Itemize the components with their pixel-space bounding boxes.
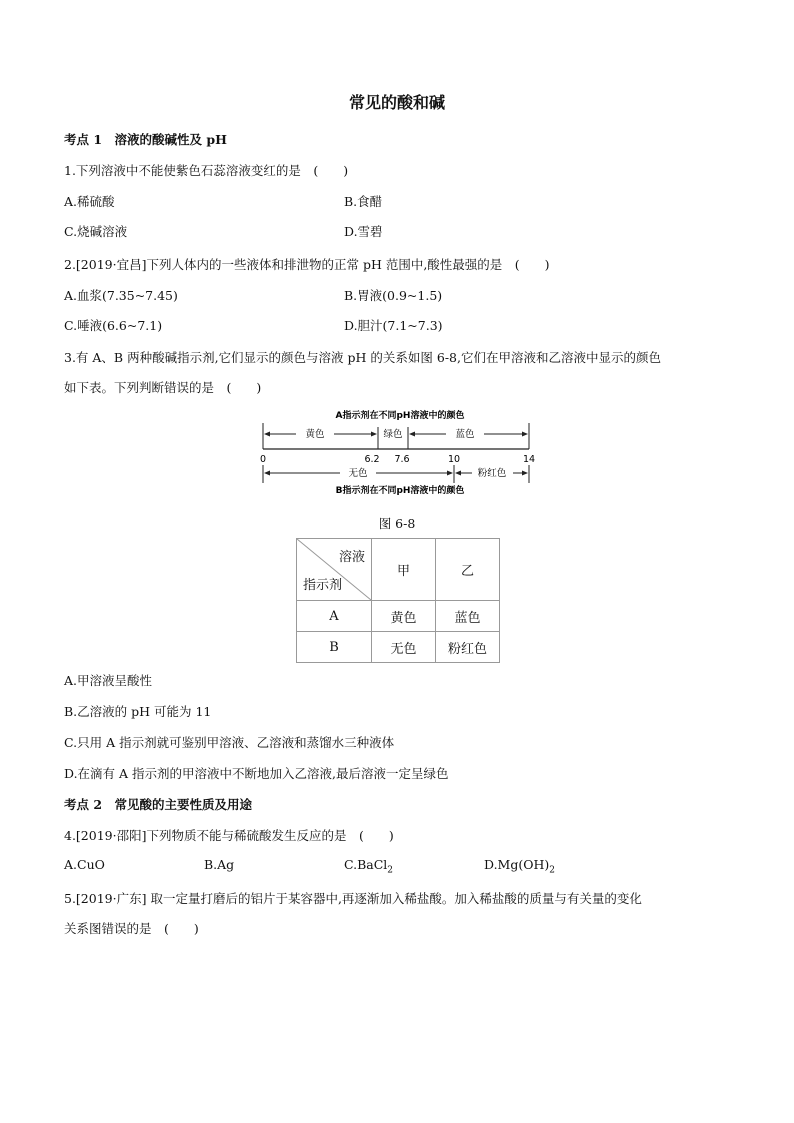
table-cell: 无色: [372, 632, 436, 663]
arrowhead-icon: [455, 471, 461, 476]
table-head-yi: 乙: [436, 539, 500, 601]
figure-label: 图 6-8: [378, 516, 416, 531]
b-colorless-label: 无色: [348, 468, 368, 479]
q3-option-c: C.只用 A 指示剂就可鉴别甲溶液、乙溶液和蒸馏水三种液体: [64, 735, 395, 750]
q4-option-d-text: D.Mg(OH): [484, 857, 550, 872]
figure-bottom-caption: B指示剂在不同pH溶液中的颜色: [335, 486, 465, 496]
a-green-label: 绿色: [383, 429, 403, 440]
table-row: [297, 601, 500, 632]
section-heading-2: 考点 2 常见酸的主要性质及用途: [64, 797, 253, 812]
table-cell: 粉红色: [436, 632, 500, 663]
question-4: 4.[2019·邵阳]下列物质不能与稀硫酸发生反应的是 ( ): [64, 828, 394, 843]
indicator-table: [296, 538, 500, 663]
q2-option-d: D.胆汁(7.1~7.3): [344, 318, 443, 333]
table-cell: 蓝色: [436, 601, 500, 632]
ph-indicator-diagram: [250, 405, 550, 500]
q1-option-d: D.雪碧: [344, 224, 383, 239]
ph-tick-7-6: 7.6: [394, 454, 410, 465]
q4-option-b: B.Ag: [204, 857, 235, 872]
q3-option-d: D.在滴有 A 指示剂的甲溶液中不断地加入乙溶液,最后溶液一定呈绿色: [64, 766, 449, 781]
table-head-jia: 甲: [372, 539, 436, 601]
q4-option-c: [344, 857, 393, 876]
table-corner-cell: [297, 539, 372, 601]
ph-tick-0: 0: [259, 454, 267, 465]
question-1: 1.下列溶液中不能使紫色石蕊溶液变红的是 ( ): [64, 163, 349, 178]
q4-option-c-text: C.BaCl: [344, 857, 388, 872]
b-pink-label: 粉红色: [477, 468, 507, 479]
q4-option-a: A.CuO: [64, 857, 105, 872]
table-cell: 黄色: [372, 601, 436, 632]
arrowhead-icon: [522, 432, 528, 437]
ph-tick-14: 14: [522, 454, 536, 465]
q4-option-d: [484, 857, 555, 876]
question-5-line-2: 关系图错误的是 ( ): [64, 921, 199, 936]
question-3-line-1: 3.有 A、B 两种酸碱指示剂,它们显示的颜色与溶液 pH 的关系如图 6-8,它们在甲溶液和乙溶液中显示的颜色: [64, 350, 661, 365]
table-row-label: A: [297, 601, 372, 632]
q3-option-b: B.乙溶液的 pH 可能为 11: [64, 704, 212, 719]
a-yellow-label: 黄色: [305, 429, 325, 440]
question-3-line-2: 如下表。下列判断错误的是 ( ): [64, 380, 262, 395]
q2-option-a: A.血浆(7.35~7.45): [64, 288, 178, 303]
q4-option-d-subscript: 2: [549, 865, 555, 876]
arrowhead-icon: [522, 471, 528, 476]
q1-option-b: B.食醋: [344, 194, 383, 209]
table-head-solution: 溶液: [338, 550, 365, 565]
arrowhead-icon: [264, 432, 270, 437]
ph-tick-10: 10: [447, 454, 461, 465]
table-head-indicator: 指示剂: [303, 578, 343, 593]
figure-top-caption: A指示剂在不同pH溶液中的颜色: [335, 411, 465, 421]
ph-tick-6-2: 6.2: [364, 454, 380, 465]
arrowhead-icon: [409, 432, 415, 437]
a-blue-label: 蓝色: [455, 429, 475, 440]
table-header-row: [297, 539, 500, 601]
table-row: [297, 632, 500, 663]
section-heading-1: 考点 1 溶液的酸碱性及 pH: [64, 132, 227, 147]
q1-option-c: C.烧碱溶液: [64, 224, 128, 239]
page-title: 常见的酸和碱: [348, 93, 445, 112]
arrowhead-icon: [447, 471, 453, 476]
question-5-line-1: 5.[2019·广东] 取一定量打磨后的铝片于某容器中,再逐渐加入稀盐酸。加入稀盐酸的质量与有关量的变化: [64, 891, 642, 906]
arrowhead-icon: [371, 432, 377, 437]
q1-option-a: A.稀硫酸: [64, 194, 115, 209]
q2-option-b: B.胃液(0.9~1.5): [344, 288, 443, 303]
question-2: 2.[2019·宜昌]下列人体内的一些液体和排泄物的正常 pH 范围中,酸性最强的是 ( ): [64, 257, 550, 272]
q4-option-c-subscript: 2: [387, 865, 394, 876]
table-row-label: B: [297, 632, 372, 663]
q3-option-a: A.甲溶液呈酸性: [64, 673, 153, 688]
q2-option-c: C.唾液(6.6~7.1): [64, 318, 163, 333]
arrowhead-icon: [264, 471, 270, 476]
